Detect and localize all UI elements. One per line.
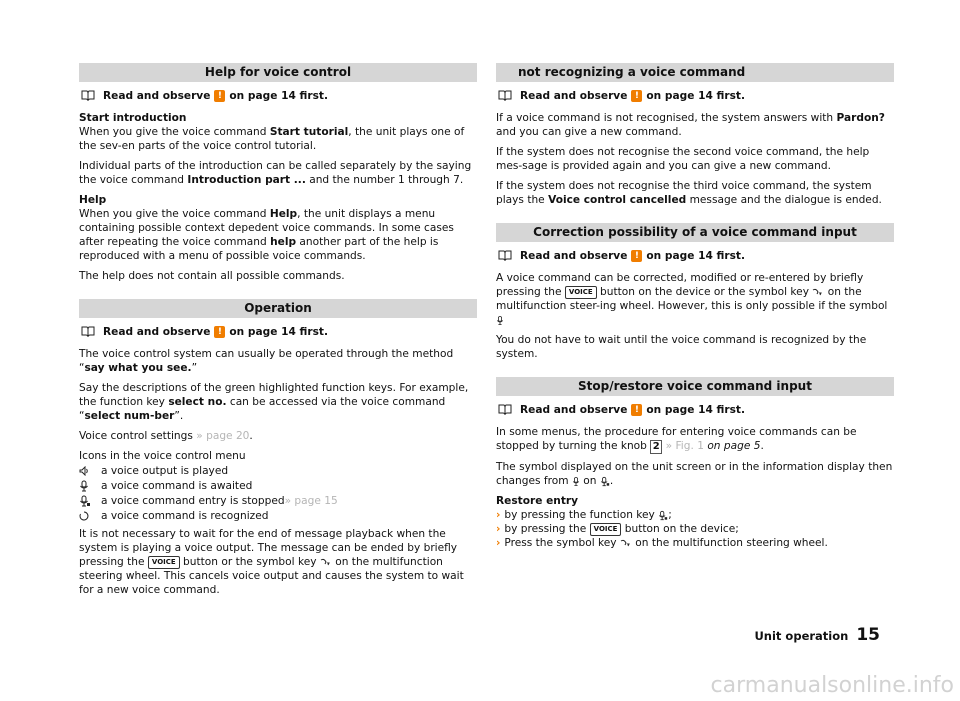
page-link[interactable]: » page 15 (284, 494, 338, 507)
paragraph: A voice command can be corrected, modified or re-entered by briefly pressing the VOICE button on the device or the symbol key on the multifunction steer-ing wheel. However, this is only possible if the symbol (496, 271, 894, 327)
voice-symbol-icon (812, 288, 824, 297)
subheading-help: Help (79, 194, 107, 206)
paragraph: Say the descriptions of the green highlighted function keys. For example, the function key select no. can be accessed via the voice command “select num-ber”. (79, 382, 469, 422)
paragraph: The symbol displayed on the unit screen or in the information display then changes from on . (496, 461, 893, 487)
paragraph: Voice control settings » page 20. (79, 430, 253, 442)
list-item: a voice command is recognized (79, 508, 477, 523)
spinner-icon (79, 511, 89, 521)
page-link[interactable]: » page 20 (196, 430, 250, 442)
section-heading-not-recognizing: not recognizing a voice command (496, 63, 894, 82)
paragraph: You do not have to wait until the voice command is recognized by the system. (496, 334, 867, 360)
voice-key-icon: VOICE (148, 556, 180, 569)
section-heading-stop-restore: Stop/restore voice command input (496, 377, 894, 396)
list-item: › by pressing the VOICE button on the device; (496, 523, 739, 535)
section-heading-operation: Operation (79, 299, 477, 318)
knob-number-box: 2 (650, 440, 662, 454)
icon-list (79, 463, 477, 523)
microphone-icon (572, 476, 580, 487)
list-item: a voice output is played (79, 463, 477, 478)
list-item: a voice command entry is stopped » page 15 (79, 493, 477, 508)
right-column (496, 63, 894, 550)
read-observe-note: Read and observe ! on page 14 first. (79, 88, 477, 103)
book-icon (81, 326, 95, 337)
microphone-stopped-icon (658, 510, 668, 521)
paragraph: If the system does not recognise the third voice command, the system plays the Voice control cancelled message and the dialogue is ended. (496, 180, 882, 206)
icons-heading: Icons in the voice control menu (79, 450, 246, 462)
read-observe-note: Read and observe ! on page 14 first. (79, 324, 477, 339)
list-item: › Press the symbol key on the multifunction steering wheel. (496, 537, 828, 549)
paragraph: The voice control system can usually be operated through the method “say what you see.” (79, 348, 454, 374)
warning-icon: ! (214, 326, 225, 338)
section-heading-help: Help for voice control (79, 63, 477, 82)
watermark: carmanualsonline.info (710, 673, 954, 698)
paragraph: When you give the voice command Start tutorial, the unit plays one of the sev-en parts of the voice control tutorial. (79, 126, 465, 152)
paragraph: The help does not contain all possible commands. (79, 270, 345, 282)
paragraph: It is not necessary to wait for the end of message playback when the system is playing a voice output. The message can be ended by briefly pressing the VOICE button or the symbol key on the multifunction steering wheel. This cancels voice output and causes the system to wait for a new voice command. (79, 528, 464, 596)
left-column (79, 63, 477, 603)
microphone-icon (79, 480, 89, 492)
voice-symbol-icon (320, 558, 332, 567)
section-name: Unit operation (754, 629, 849, 643)
paragraph: If the system does not recognise the second voice command, the help mes-sage is provided again and you can give a new command. (496, 146, 870, 172)
section-heading-correction: Correction possibility of a voice command input (496, 223, 894, 242)
read-observe-note: Read and observe ! on page 14 first. (496, 248, 894, 263)
book-icon (498, 90, 512, 101)
figure-link[interactable]: » Fig. 1 (662, 440, 708, 452)
voice-key-icon: VOICE (590, 523, 622, 536)
speaker-icon (79, 466, 89, 476)
warning-icon: ! (631, 90, 642, 102)
paragraph: Individual parts of the introduction can be called separately by the saying the voice command Introduction part ... and the number 1 through 7. (79, 160, 472, 186)
warning-icon: ! (631, 250, 642, 262)
read-observe-note: Read and observe ! on page 14 first. (496, 88, 894, 103)
book-icon (81, 90, 95, 101)
microphone-stopped-icon (79, 495, 91, 507)
book-icon (498, 250, 512, 261)
paragraph: When you give the voice command Help, the unit displays a menu containing possible context depedent voice commands. In some cases after repeating the voice command help another part of the help is reproduced with a menu of possible voice commands. (79, 208, 454, 262)
list-item: a voice command is awaited (79, 478, 477, 493)
microphone-icon (496, 315, 504, 326)
microphone-stopped-icon (600, 476, 610, 487)
read-observe-note: Read and observe ! on page 14 first. (496, 402, 894, 417)
voice-key-icon: VOICE (565, 286, 597, 299)
page-footer (754, 625, 880, 645)
warning-icon: ! (214, 90, 225, 102)
list-item: › by pressing the function key ; (496, 509, 672, 521)
subheading-restore-entry: Restore entry (496, 495, 579, 507)
voice-symbol-icon (620, 539, 632, 548)
paragraph: If a voice command is not recognised, the system answers with Pardon? and you can give a new command. (496, 112, 885, 138)
page-number: 15 (856, 625, 880, 645)
subheading-start-intro: Start introduction (79, 112, 187, 124)
paragraph: In some menus, the procedure for entering voice commands can be stopped by turning the knob 2 » Fig. 1 on page 5. (496, 426, 857, 452)
book-icon (498, 404, 512, 415)
warning-icon: ! (631, 404, 642, 416)
